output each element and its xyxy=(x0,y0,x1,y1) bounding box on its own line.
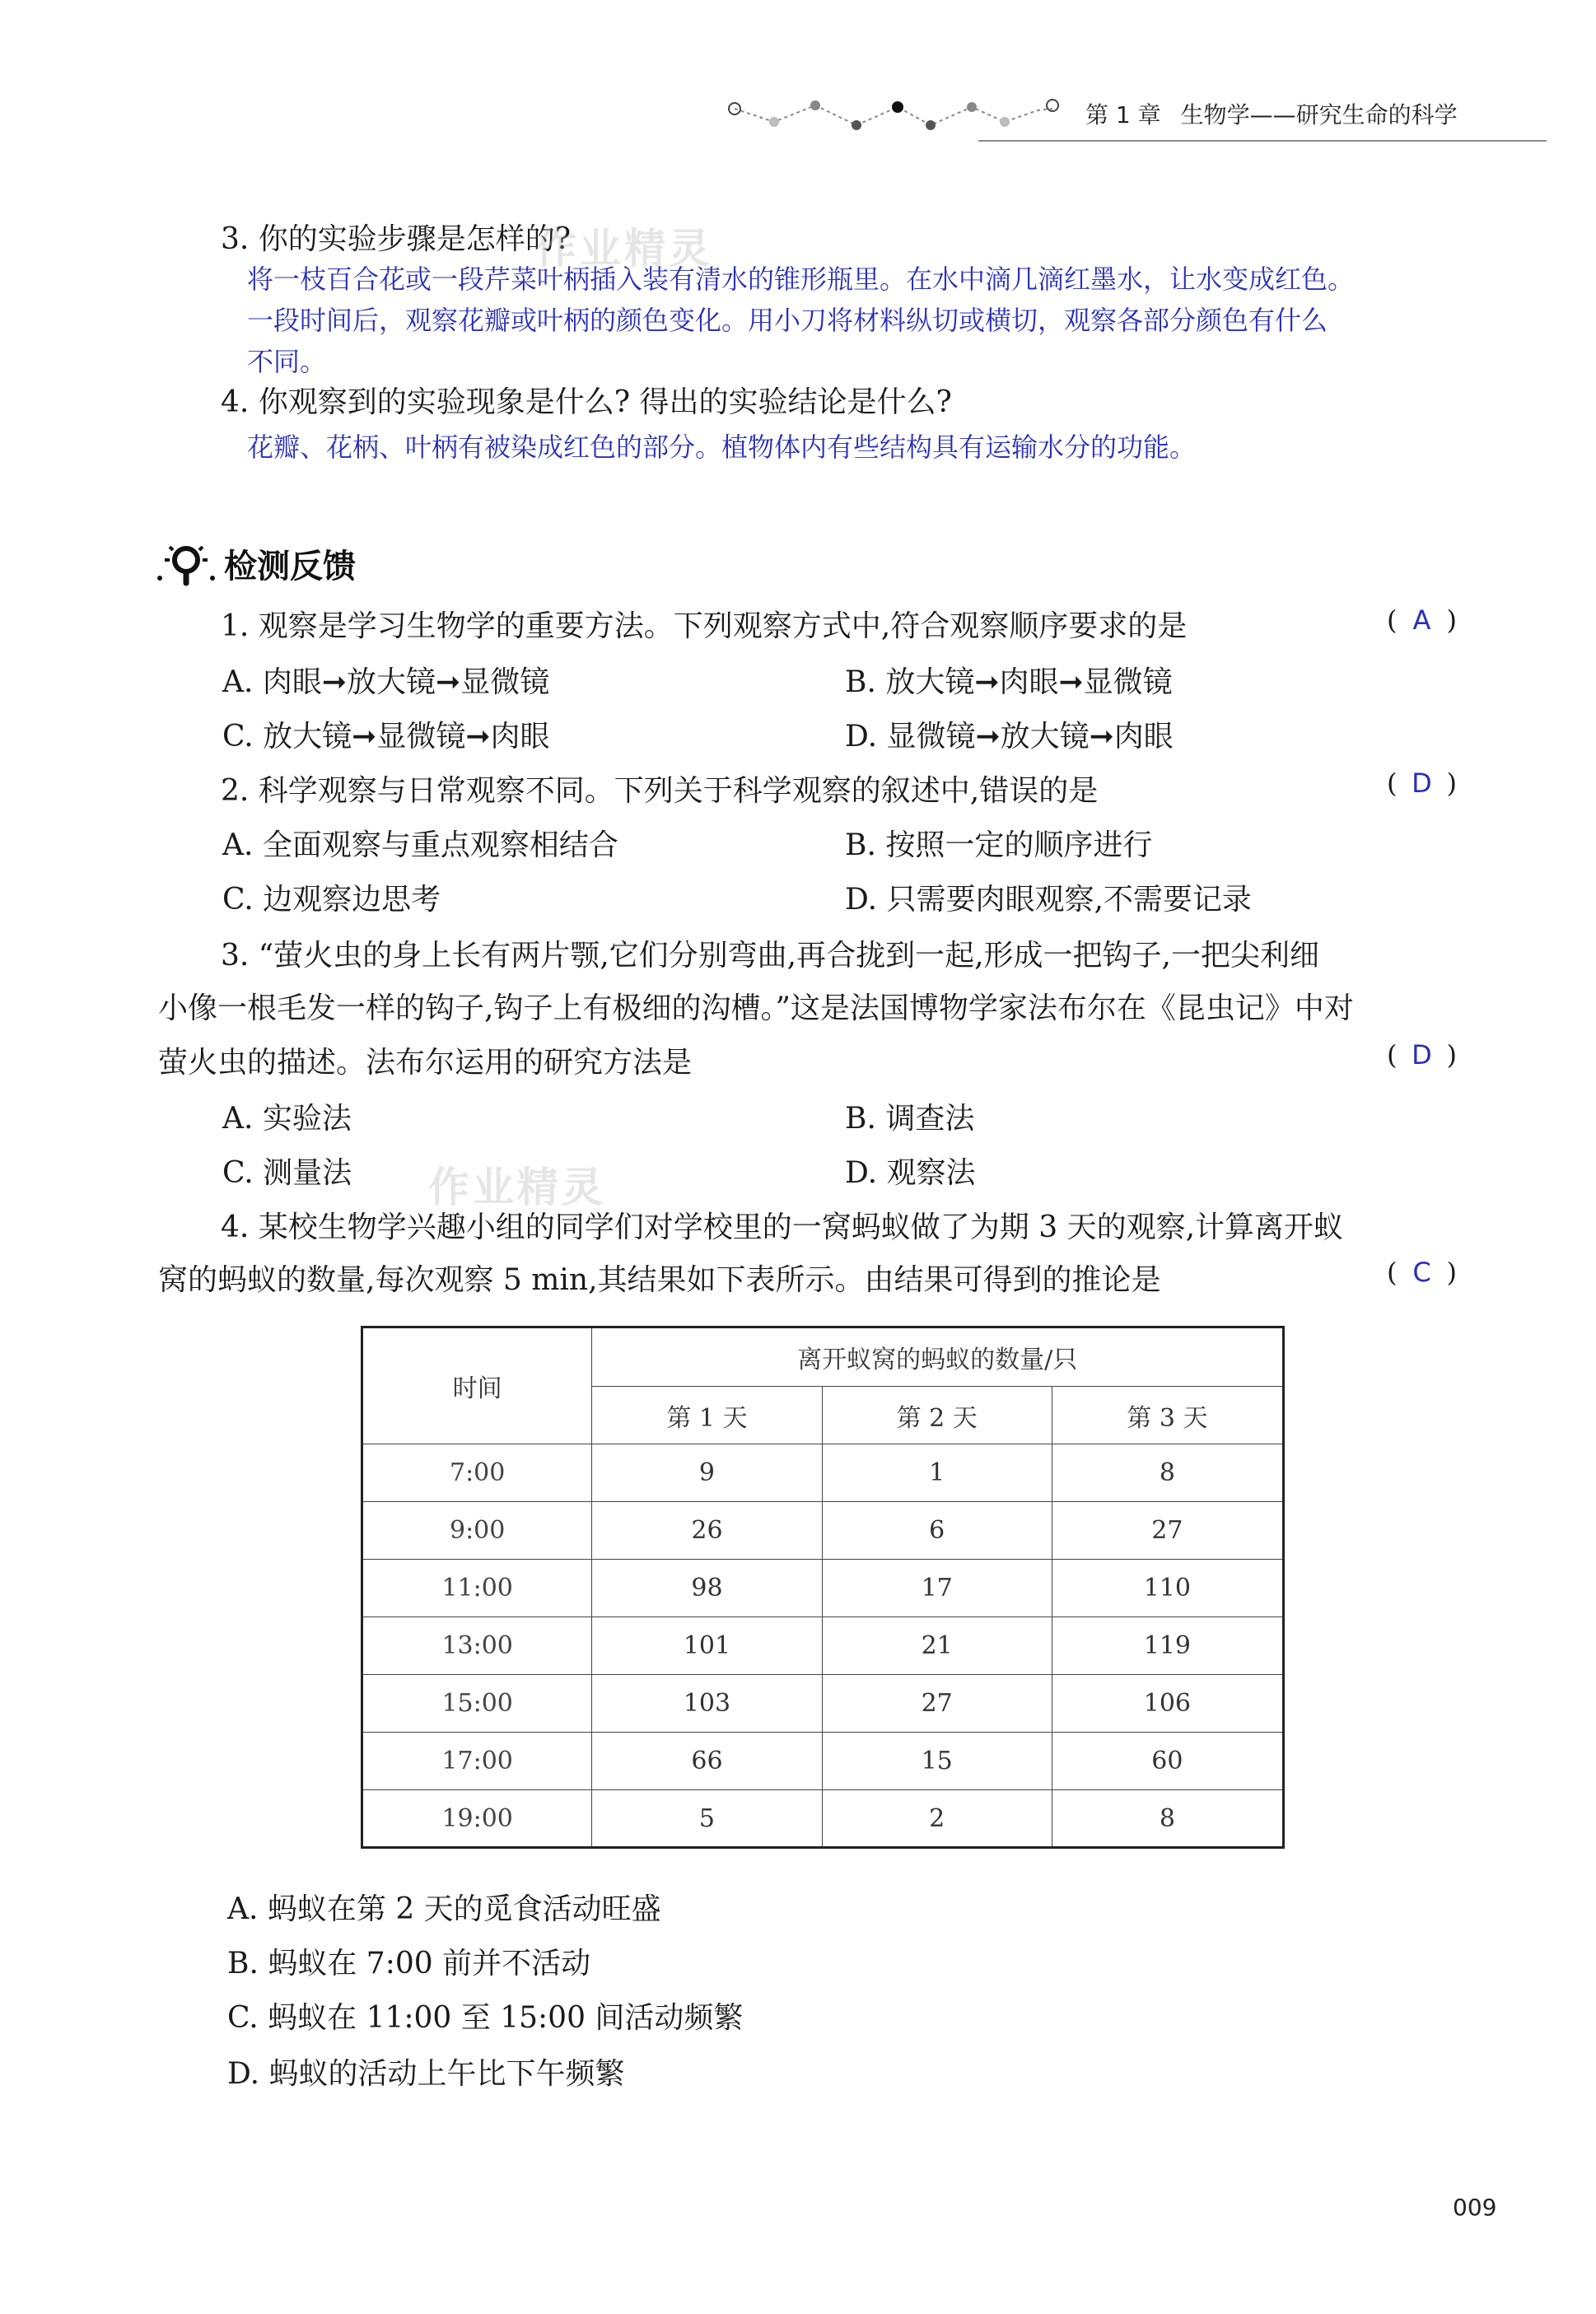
question-1-option-d: D. 显微镜➞放大镜➞肉眼 xyxy=(845,720,1174,753)
question-4-option-c: C. 蚂蚁在 11:00 至 15:00 间活动频繁 xyxy=(227,2001,744,2035)
section-title: 检测反馈 xyxy=(224,548,356,585)
count-cell: 119 xyxy=(1052,1617,1283,1675)
question-4-option-b: B. 蚂蚁在 7:00 前并不活动 xyxy=(227,1947,591,1980)
count-cell: 5 xyxy=(592,1790,822,1848)
count-cell: 21 xyxy=(822,1617,1052,1675)
watermark: 作业精灵 xyxy=(535,225,713,273)
count-cell: 8 xyxy=(1052,1444,1283,1502)
question-3-option-b: B. 调查法 xyxy=(845,1102,975,1136)
table-row xyxy=(362,1733,1284,1790)
answer-letter: D xyxy=(1412,1039,1432,1071)
header-rule xyxy=(978,140,1547,142)
table-header-row xyxy=(362,1327,1284,1387)
question-4-stem-line-1: 4. 某校生物学兴趣小组的同学们对学校里的一窝蚂蚁做了为期 3 天的观察,计算离开蚁 xyxy=(221,1211,1344,1244)
header-text xyxy=(1085,97,1458,130)
table-row xyxy=(362,1444,1284,1502)
day-1-header: 第 1 天 xyxy=(592,1387,822,1444)
question-3-stem-line-1: 3. “萤火虫的身上长有两片颚,它们分别弯曲,再合拢到一起,形成一把钩子,一把尖利细 xyxy=(221,939,1319,973)
time-cell: 19:00 xyxy=(362,1790,592,1848)
count-cell: 6 xyxy=(822,1502,1052,1560)
question-2-option-d: D. 只需要肉眼观察,不需要记录 xyxy=(845,883,1252,917)
count-cell: 103 xyxy=(592,1675,822,1733)
question-1-option-a: A. 肉眼➞放大镜➞显微镜 xyxy=(222,665,550,699)
question-1-stem: 1. 观察是学习生物学的重要方法。下列观察方式中,符合观察顺序要求的是 xyxy=(221,609,1188,643)
answer-4: 花瓣、花柄、叶柄有被染成红色的部分。植物体内有些结构具有运输水分的功能。 xyxy=(247,432,1197,463)
time-header: 时间 xyxy=(362,1327,592,1444)
count-cell: 60 xyxy=(1052,1733,1283,1790)
group-header: 离开蚁窝的蚂蚁的数量/只 xyxy=(592,1327,1284,1387)
question-3-option-a: A. 实验法 xyxy=(222,1102,352,1136)
day-2-header: 第 2 天 xyxy=(822,1387,1052,1444)
count-cell: 9 xyxy=(592,1444,822,1502)
question-2-answer: ( D ) xyxy=(1387,767,1457,799)
ant-count-table xyxy=(361,1326,1285,1849)
question-3-stem-line-3: 萤火虫的描述。法布尔运用的研究方法是 xyxy=(158,1046,693,1080)
watermark: 作业精灵 xyxy=(428,1164,606,1211)
count-cell: 98 xyxy=(592,1560,822,1617)
count-cell: 17 xyxy=(822,1560,1052,1617)
count-cell: 15 xyxy=(822,1733,1052,1790)
experiment-question-3: 3. 你的实验步骤是怎样的? xyxy=(221,222,572,256)
count-cell: 1 xyxy=(822,1444,1052,1502)
question-3-option-c: C. 测量法 xyxy=(222,1156,352,1190)
table-row xyxy=(362,1675,1284,1733)
count-cell: 27 xyxy=(1052,1502,1283,1560)
question-2-option-a: A. 全面观察与重点观察相结合 xyxy=(222,828,618,862)
question-2-option-c: C. 边观察边思考 xyxy=(222,883,441,917)
question-3-option-d: D. 观察法 xyxy=(845,1156,976,1190)
time-cell: 17:00 xyxy=(362,1733,592,1790)
question-1-option-c: C. 放大镜➞显微镜➞肉眼 xyxy=(222,720,550,753)
chapter-title: 生物学——研究生命的科学 xyxy=(1180,101,1458,128)
count-cell: 8 xyxy=(1052,1790,1283,1848)
count-cell: 26 xyxy=(592,1502,822,1560)
question-4-stem-line-2: 窝的蚂蚁的数量,每次观察 5 min,其结果如下表所示。由结果可得到的推论是 xyxy=(158,1263,1161,1297)
time-cell: 13:00 xyxy=(362,1617,592,1675)
time-cell: 7:00 xyxy=(362,1444,592,1502)
table-row xyxy=(362,1502,1284,1560)
question-1-answer: ( A ) xyxy=(1387,604,1457,636)
answer-letter: D xyxy=(1412,767,1432,799)
question-2-stem: 2. 科学观察与日常观察不同。下列关于科学观察的叙述中,错误的是 xyxy=(221,774,1099,808)
answer-3-line-3: 不同。 xyxy=(247,346,327,377)
time-cell: 15:00 xyxy=(362,1675,592,1733)
day-3-header: 第 3 天 xyxy=(1052,1387,1283,1444)
answer-letter: C xyxy=(1412,1257,1431,1288)
time-cell: 11:00 xyxy=(362,1560,592,1617)
table-row xyxy=(362,1617,1284,1675)
answer-letter: A xyxy=(1412,604,1431,636)
count-cell: 27 xyxy=(822,1675,1052,1733)
question-4-option-d: D. 蚂蚁的活动上午比下午频繁 xyxy=(227,2057,625,2091)
count-cell: 110 xyxy=(1052,1560,1283,1617)
experiment-question-4: 4. 你观察到的实验现象是什么? 得出的实验结论是什么? xyxy=(221,385,952,419)
count-cell: 106 xyxy=(1052,1675,1283,1733)
question-3-stem-line-2: 小像一根毛发一样的钩子,钩子上有极细的沟槽。”这是法国博物学家法布尔在《昆虫记》中对 xyxy=(158,991,1354,1025)
time-cell: 9:00 xyxy=(362,1502,592,1560)
count-cell: 101 xyxy=(592,1617,822,1675)
count-cell: 66 xyxy=(592,1733,822,1790)
chapter-label: 第 1 章 xyxy=(1085,101,1161,128)
answer-3-line-1: 将一枝百合花或一段芹菜叶柄插入装有清水的锥形瓶里。在水中滴几滴红墨水，让水变成红色。 xyxy=(247,264,1355,295)
table-row xyxy=(362,1560,1284,1617)
question-2-option-b: B. 按照一定的顺序进行 xyxy=(845,828,1153,862)
question-4-answer: ( C ) xyxy=(1387,1257,1457,1288)
answer-3-line-2: 一段时间后，观察花瓣或叶柄的颜色变化。用小刀将材料纵切或横切，观察各部分颜色有什么 xyxy=(247,305,1328,336)
table-row xyxy=(362,1790,1284,1848)
count-cell: 2 xyxy=(822,1790,1052,1848)
question-4-option-a: A. 蚂蚁在第 2 天的觅食活动旺盛 xyxy=(227,1892,661,1926)
question-1-option-b: B. 放大镜➞肉眼➞显微镜 xyxy=(845,665,1173,699)
question-3-answer: ( D ) xyxy=(1387,1039,1457,1071)
magnifier-icon xyxy=(153,540,219,586)
page-number: 009 xyxy=(1453,2194,1497,2221)
